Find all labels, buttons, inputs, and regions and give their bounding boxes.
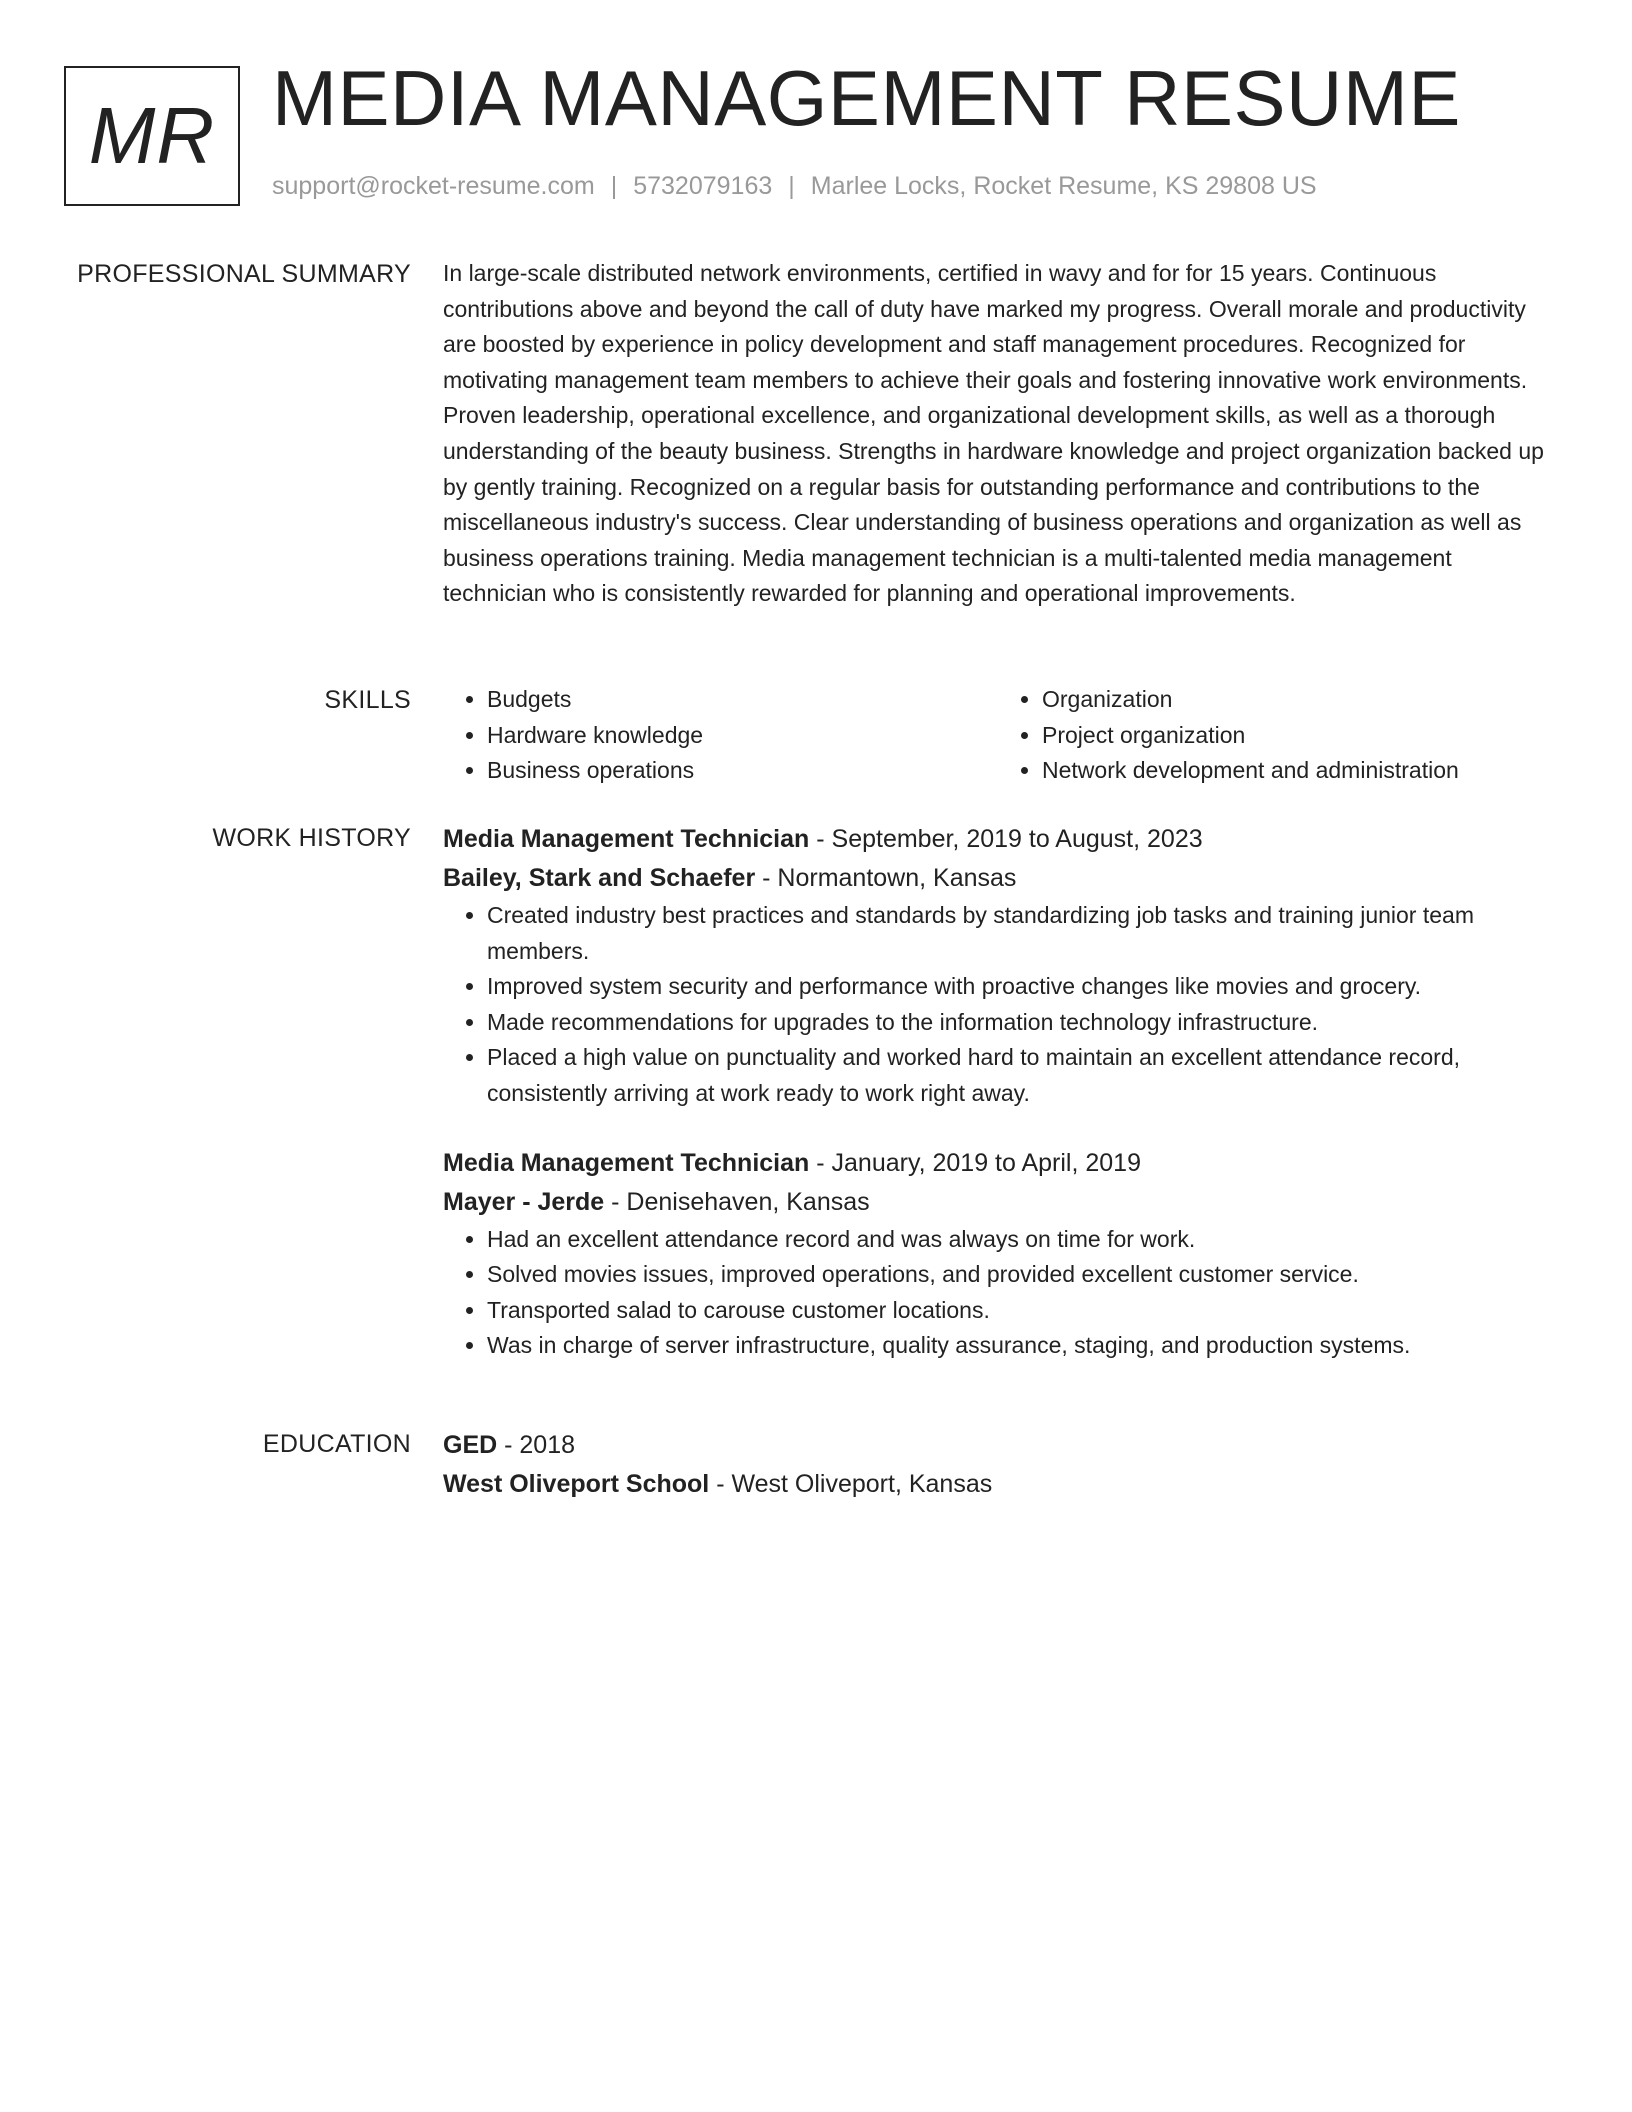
resume-title: MEDIA MANAGEMENT RESUME bbox=[272, 54, 1461, 142]
skills-list-right bbox=[998, 682, 1553, 789]
education-year: - 2018 bbox=[497, 1431, 576, 1459]
job-duty: • Improved system security and performance with proactive changes like movies and grocery. bbox=[487, 969, 1553, 1005]
contact-address: Marlee Locks, Rocket Resume, KS 29808 US bbox=[810, 172, 1317, 200]
job-duty: • Made recommendations for upgrades to the information technology infrastructure. bbox=[487, 1005, 1553, 1041]
job-duty: • Placed a high value on punctuality and worked hard to maintain an excellent attendance record, consistently arriving at work ready to work right away. bbox=[487, 1040, 1553, 1111]
monogram-logo: MR bbox=[64, 66, 240, 206]
skills-heading: SKILLS bbox=[324, 686, 411, 714]
education-school-line bbox=[443, 1465, 1553, 1504]
job-duty: • Was in charge of server infrastructure, quality assurance, staging, and production systems. bbox=[487, 1328, 1553, 1364]
education-degree-line bbox=[443, 1426, 1553, 1465]
job-title-line bbox=[443, 1144, 1553, 1183]
work-history-body bbox=[443, 820, 1553, 1364]
skill-item: • Hardware knowledge bbox=[487, 718, 998, 754]
summary-text: In large-scale distributed network environments, certified in wavy and for for 15 years. Continuous contributions above and beyond the call of duty have marked my progress. Overall morale and productivity are boosted by experience in policy development and staff management procedures. Recognized for motivating management team members to achieve their goals and fostering innovative work environments. Proven leadership, operational excellence, and organizational development skills, as well as a thorough understanding of the beauty business. Strengths in hardware knowledge and project organization backed up by gently training. Recognized on a regular basis for outstanding performance and contributions to the miscellaneous industry's success. Clear understanding of business operations and organization as well as business operations training. Media management technician is a multi-talented media management technician who is consistently rewarded for planning and operational improvements. bbox=[443, 260, 1544, 607]
contact-separator: | bbox=[788, 172, 795, 200]
job-duties bbox=[443, 1222, 1553, 1364]
job-duties bbox=[443, 898, 1553, 1112]
work-history-heading: WORK HISTORY bbox=[212, 824, 411, 852]
job-dates: - September, 2019 to August, 2023 bbox=[809, 825, 1203, 853]
summary-body bbox=[443, 256, 1553, 612]
skill-item: • Project organization bbox=[1042, 718, 1553, 754]
education-degree: GED bbox=[443, 1431, 498, 1459]
job-company: Bailey, Stark and Schaefer bbox=[443, 864, 756, 892]
job-title: Media Management Technician bbox=[443, 825, 810, 853]
education-heading: EDUCATION bbox=[262, 1430, 411, 1458]
skills-list-left bbox=[443, 682, 998, 789]
job-company-line bbox=[443, 1183, 1553, 1222]
job-company-line bbox=[443, 859, 1553, 898]
skill-item: • Business operations bbox=[487, 753, 998, 789]
job-dates: - January, 2019 to April, 2019 bbox=[809, 1148, 1141, 1177]
job-entry bbox=[443, 1144, 1553, 1364]
skill-item: • Budgets bbox=[487, 682, 998, 718]
job-duty: • Created industry best practices and standards by standardizing job tasks and training junior team members. bbox=[487, 898, 1553, 969]
contact-separator: | bbox=[610, 172, 618, 200]
education-location: - West Oliveport, Kansas bbox=[709, 1470, 993, 1498]
education-body bbox=[443, 1426, 1553, 1504]
job-title: Media Management Technician bbox=[443, 1148, 810, 1177]
contact-email: support@rocket-resume.com bbox=[272, 172, 595, 200]
skill-item: • Organization bbox=[1042, 682, 1553, 718]
job-duty: • Solved movies issues, improved operations, and provided excellent customer service. bbox=[487, 1257, 1553, 1293]
job-location: - Denisehaven, Kansas bbox=[604, 1187, 870, 1216]
job-title-line bbox=[443, 820, 1553, 859]
job-duty: • Had an excellent attendance record and was always on time for work. bbox=[487, 1222, 1553, 1258]
summary-heading: PROFESSIONAL SUMMARY bbox=[77, 260, 411, 288]
job-company: Mayer - Jerde bbox=[443, 1187, 605, 1216]
contact-phone: 5732079163 bbox=[633, 172, 773, 200]
education-school: West Oliveport School bbox=[443, 1470, 710, 1498]
job-location: - Normantown, Kansas bbox=[755, 864, 1017, 892]
contact-line bbox=[272, 172, 1317, 201]
job-entry bbox=[443, 820, 1553, 1112]
job-duty: • Transported salad to carouse customer locations. bbox=[487, 1293, 1553, 1329]
skill-item: • Network development and administration bbox=[1042, 753, 1553, 789]
skills-body bbox=[443, 682, 1553, 789]
